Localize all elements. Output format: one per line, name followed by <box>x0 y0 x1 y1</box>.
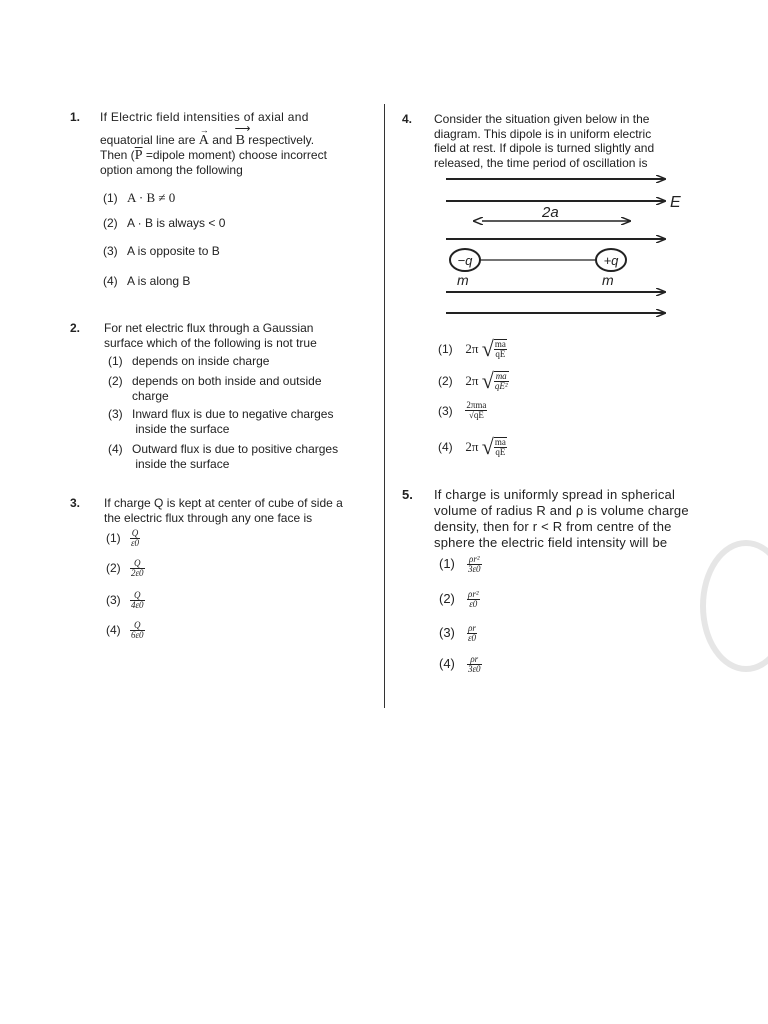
fraction: $\frac{Q}{\varepsilon 0}$ <box>131 528 140 548</box>
vector-b: ⟶ B <box>236 133 245 148</box>
stem-line: volume of radius R and ρ is volume charge <box>434 503 689 518</box>
fraction: $\frac{ma}{qE}$ <box>494 437 506 457</box>
dipole-field-diagram <box>440 168 690 328</box>
question-5 <box>402 487 727 687</box>
stem-line: sphere the electric field intensity will be <box>434 535 668 550</box>
fraction: $\frac{ma}{\text{qE²}}$ <box>494 371 508 391</box>
q4-option-2[interactable]: (2) 2π √ $\frac{ma}{\text{qE²}}$ <box>438 368 508 393</box>
q4-option-1[interactable]: (1) 2π √ $\frac{ma}{qE}$ <box>438 336 506 361</box>
stem-line: option among the following <box>100 163 243 177</box>
stem-line: If Electric field intensities of axial and <box>100 110 309 124</box>
column-divider <box>384 104 385 708</box>
option-3[interactable]: (3) $\frac{\rho r}{\varepsilon 0}$ <box>439 623 477 643</box>
option-2[interactable]: (2) depends on both inside and outside charge <box>108 374 322 403</box>
fraction: $\frac{\rho r}{\varepsilon 0}$ <box>468 623 477 643</box>
mass-label-left: m <box>457 272 469 288</box>
option-2[interactable]: (2) A · B is always < 0 <box>103 216 226 230</box>
fraction: $\frac{Q}{4\varepsilon 0}$ <box>131 590 144 610</box>
option-4[interactable]: (4) Outward flux is due to positive charges inside the surface <box>108 442 339 471</box>
mass-label-right: m <box>602 272 614 288</box>
option-1[interactable]: (1) $\frac{\text{ρr²}}{3\varepsilon 0}$ <box>439 554 481 574</box>
option-4[interactable]: (4) $\frac{\rho r}{3\varepsilon 0}$ <box>439 654 481 674</box>
question-stem <box>104 496 364 526</box>
option-3[interactable]: (3) Inward flux is due to negative charges inside the surface <box>108 407 334 436</box>
stem-line: For net electric flux through a Gaussian <box>104 321 314 335</box>
option-1[interactable]: (1) depends on inside charge <box>108 354 270 368</box>
field-label-e: E <box>670 194 681 211</box>
question-number: 3. <box>70 496 81 510</box>
fraction: $\frac{Q}{6\varepsilon 0}$ <box>131 620 144 640</box>
stem-line: If charge is uniformly spread in spherical <box>434 487 676 502</box>
question-stem <box>434 487 724 551</box>
fraction: $\frac{\text{2πma}}{√qE}$ <box>466 400 487 420</box>
stem-line: surface which of the following is not true <box>104 336 317 350</box>
question-stem <box>104 321 359 351</box>
stem-line: density, then for r < R from centre of the <box>434 519 672 534</box>
fraction: $\frac{\text{ρr²}}{3\varepsilon 0}$ <box>468 554 481 574</box>
stem-line: If charge Q is kept at center of cube of side a <box>104 496 343 510</box>
question-3 <box>70 496 365 656</box>
option-1[interactable]: (1) $\frac{Q}{\varepsilon 0}$ <box>106 528 140 548</box>
stem-line: field at rest. If dipole is turned slightly and <box>434 141 655 155</box>
option-1[interactable]: (1) A · B ≠ 0 <box>103 190 176 205</box>
fraction: $\frac{\text{ρr²}}{\varepsilon 0}$ <box>468 589 479 609</box>
question-stem <box>100 110 358 178</box>
vector-p: $\overline{P}$ <box>134 148 143 163</box>
option-2[interactable]: (2) $\frac{Q}{2\varepsilon 0}$ <box>106 558 144 578</box>
stem-line: diagram. This dipole is in uniform electric <box>434 126 652 141</box>
fraction: $\frac{Q}{2\varepsilon 0}$ <box>131 558 144 578</box>
option-4[interactable]: (4) A is along B <box>103 274 191 288</box>
stem-line: released, the time period of oscillation is <box>434 155 648 170</box>
question-1 <box>70 110 360 300</box>
question-stem <box>434 112 699 170</box>
stem-line: equatorial line are → A and ⟶ B respectively. <box>100 133 358 148</box>
fraction: $\frac{ma}{qE}$ <box>494 339 506 359</box>
stem-line: the electric flux through any one face is <box>104 511 313 525</box>
option-3[interactable]: (3) A is opposite to B <box>103 244 220 258</box>
vector-a: → A <box>199 133 209 148</box>
radical-icon: √ <box>481 368 494 393</box>
negative-charge-label: −q <box>457 253 473 268</box>
radical-icon: √ <box>481 434 494 459</box>
radical-icon: √ <box>481 336 494 361</box>
option-3[interactable]: (3) $\frac{Q}{4\varepsilon 0}$ <box>106 590 144 610</box>
question-2 <box>70 321 360 471</box>
separation-label: 2a <box>542 204 559 221</box>
option-2[interactable]: (2) $\frac{\text{ρr²}}{\varepsilon 0}$ <box>439 589 479 609</box>
q4-option-4[interactable]: (4) 2π √ $\frac{ma}{qE}$ <box>438 434 506 459</box>
q4-option-3[interactable]: (3) $\frac{\text{2πma}}{√qE}$ <box>438 400 487 420</box>
question-number: 5. <box>402 487 413 502</box>
question-number: 1. <box>70 110 81 124</box>
question-number: 4. <box>402 112 413 126</box>
stem-line: Then ($\overline{P}$ =dipole moment) choose incorrect <box>100 148 327 163</box>
stem-line: Consider the situation given below in the <box>434 112 650 126</box>
positive-charge-label: +q <box>603 253 619 268</box>
fraction: $\frac{\rho r}{3\varepsilon 0}$ <box>468 654 481 674</box>
option-4[interactable]: (4) $\frac{Q}{6\varepsilon 0}$ <box>106 620 144 640</box>
question-number: 2. <box>70 321 81 335</box>
